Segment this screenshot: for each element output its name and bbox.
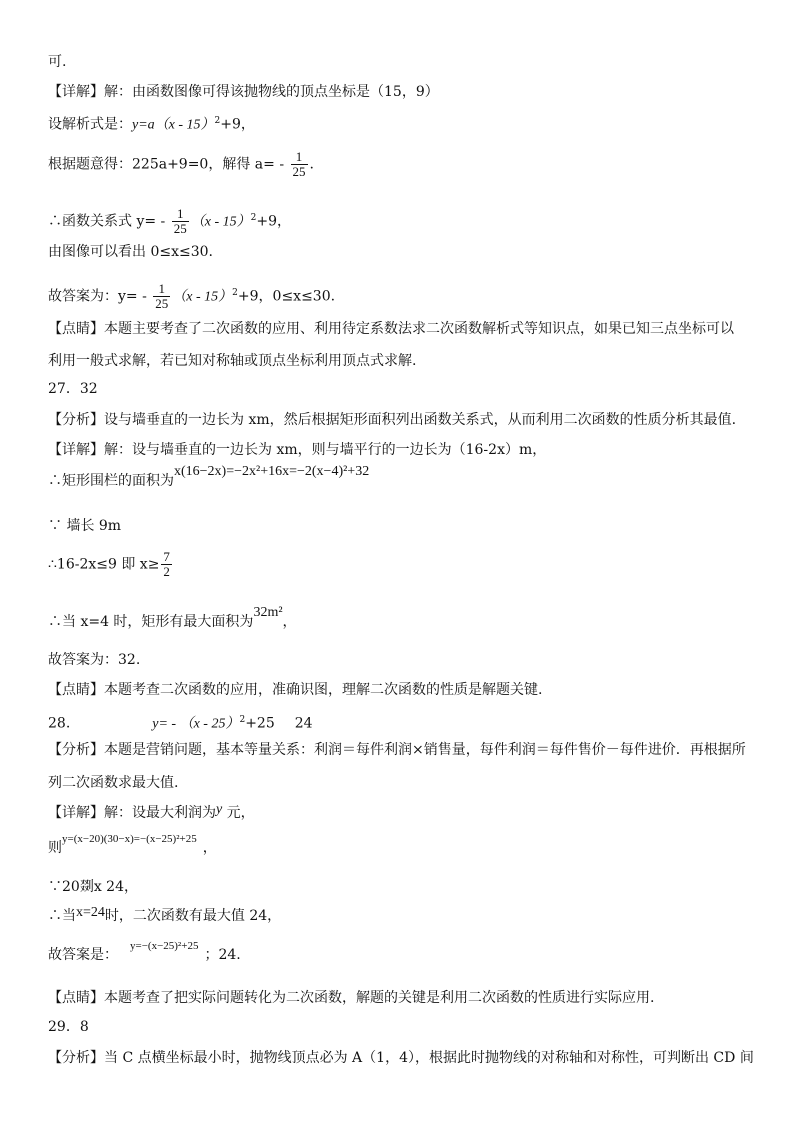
text: 设解析式是： (48, 116, 132, 133)
text-line (48, 111, 255, 136)
text-line: 【分析】本题是营销问题，基本等量关系：利润＝每件利润×销售量，每件利润＝每件售价－每件进价．再根据所 (48, 742, 746, 758)
text: ， (282, 614, 297, 630)
text: +9， (256, 213, 291, 230)
text-line: 【详解】解：由函数图像可得该抛物线的顶点坐标是（15，9） (48, 84, 439, 100)
text: 则 (48, 840, 62, 856)
denominator: 25 (173, 221, 187, 236)
formula: y=a（x - 15） (132, 117, 215, 133)
text: 28. (48, 715, 71, 732)
numerator: 1 (295, 149, 303, 164)
fraction (153, 282, 170, 311)
text-line (48, 282, 335, 311)
text: ， (202, 840, 217, 856)
fraction (291, 150, 308, 179)
text: +25 (245, 715, 275, 732)
text: ∴函数关系式 y= - (48, 213, 170, 230)
text-line (48, 150, 314, 179)
text-line: 列二次函数求最大值. (48, 775, 179, 791)
text-line (48, 605, 297, 633)
text: 根据题意得：225a+9=0，解得 a= - (48, 156, 289, 173)
numerator: 7 (163, 549, 170, 564)
formula: （x - 15） (172, 289, 233, 305)
fraction (172, 207, 189, 236)
numerator: 1 (176, 206, 184, 221)
formula: y=(x−20)(30−x)=−(x−25)²+25 (62, 833, 197, 845)
denominator: 2 (163, 564, 170, 579)
text-line: 可. (48, 54, 67, 70)
text-line: 【详解】解：设与墙垂直的一边长为 xm，则与墙平行的一边长为（16-2x）m， (48, 442, 547, 458)
formula: y= - （x - 25） (152, 716, 240, 732)
exponent: 2 (232, 287, 238, 298)
formula: 32m² (253, 605, 283, 620)
question-number: 27．32 (48, 381, 98, 397)
question-number (48, 710, 313, 735)
text: . (309, 156, 314, 173)
denominator: 25 (155, 296, 169, 311)
fraction (161, 550, 172, 579)
variable: y (216, 802, 223, 817)
text: 【详解】解：设最大利润为 (48, 805, 216, 821)
text: 故答案是： (48, 947, 118, 963)
text-line: 【点睛】本题考查二次函数的应用，准确识图，理解二次函数的性质是解题关键. (48, 682, 543, 698)
text: 元， (222, 805, 255, 821)
text-line (48, 940, 241, 966)
text-line: 利用一般式求解，若已知对称轴或顶点坐标利用顶点式求解. (48, 353, 417, 369)
text: +9， (220, 116, 255, 133)
exponent: 2 (214, 116, 221, 126)
text-line: 【点睛】本题考查了把实际问题转化为二次函数，解题的关键是利用二次函数的性质进行实际应用. (48, 990, 655, 1006)
text-line: 【分析】设与墙垂直的一边长为 xm，然后根据矩形面积列出函数关系式，从而利用二次函数的性质分析其最值. (48, 412, 737, 428)
text-line: 【分析】当 C 点横坐标最小时，抛物线顶点必为 A（1，4），根据此时抛物线的对称轴和对称性，可判断出 CD 间 (48, 1050, 754, 1066)
text: ∴矩形围栏的面积为 (48, 473, 174, 489)
text-line (48, 803, 255, 824)
text: ∴当 (48, 908, 76, 924)
denominator: 25 (292, 164, 306, 179)
answer: 24 (294, 715, 313, 732)
text-line: ∵20剟x 24， (48, 879, 138, 895)
text: ∴16-2x≤9 即 x≥ (48, 556, 160, 573)
text: +9，0≤x≤30. (237, 288, 336, 305)
text: 时，二次函数有最大值 24， (104, 908, 282, 924)
exponent: 2 (250, 212, 257, 223)
exponent: 2 (239, 715, 246, 725)
text-line (48, 207, 291, 236)
text-line: 【点睛】本题主要考查了二次函数的应用、利用待定系数法求二次函数解析式等知识点，如果已知三点坐标可以 (48, 321, 734, 337)
formula: x=24 (76, 905, 105, 920)
formula: （x - 15） (190, 214, 251, 230)
numerator: 1 (158, 281, 166, 296)
text-line (48, 550, 174, 579)
text-line: 由图像可以看出 0≤x≤30. (48, 244, 213, 260)
text: ∴当 x=4 时，矩形有最大面积为 (48, 614, 254, 630)
formula: y=−(x−25)²+25 (130, 940, 199, 952)
text-line: ∵ 墙长 9m (48, 518, 122, 534)
text-line: 故答案为：32. (48, 652, 141, 668)
text-line (48, 906, 281, 927)
text-line (48, 464, 370, 492)
formula: x(16−2x)=−2x²+16x=−2(x−4)²+32 (174, 464, 370, 479)
question-number: 29．8 (48, 1019, 89, 1035)
text-line (48, 833, 217, 859)
text: 故答案为：y= - (48, 288, 152, 305)
text: ；24. (204, 947, 241, 963)
